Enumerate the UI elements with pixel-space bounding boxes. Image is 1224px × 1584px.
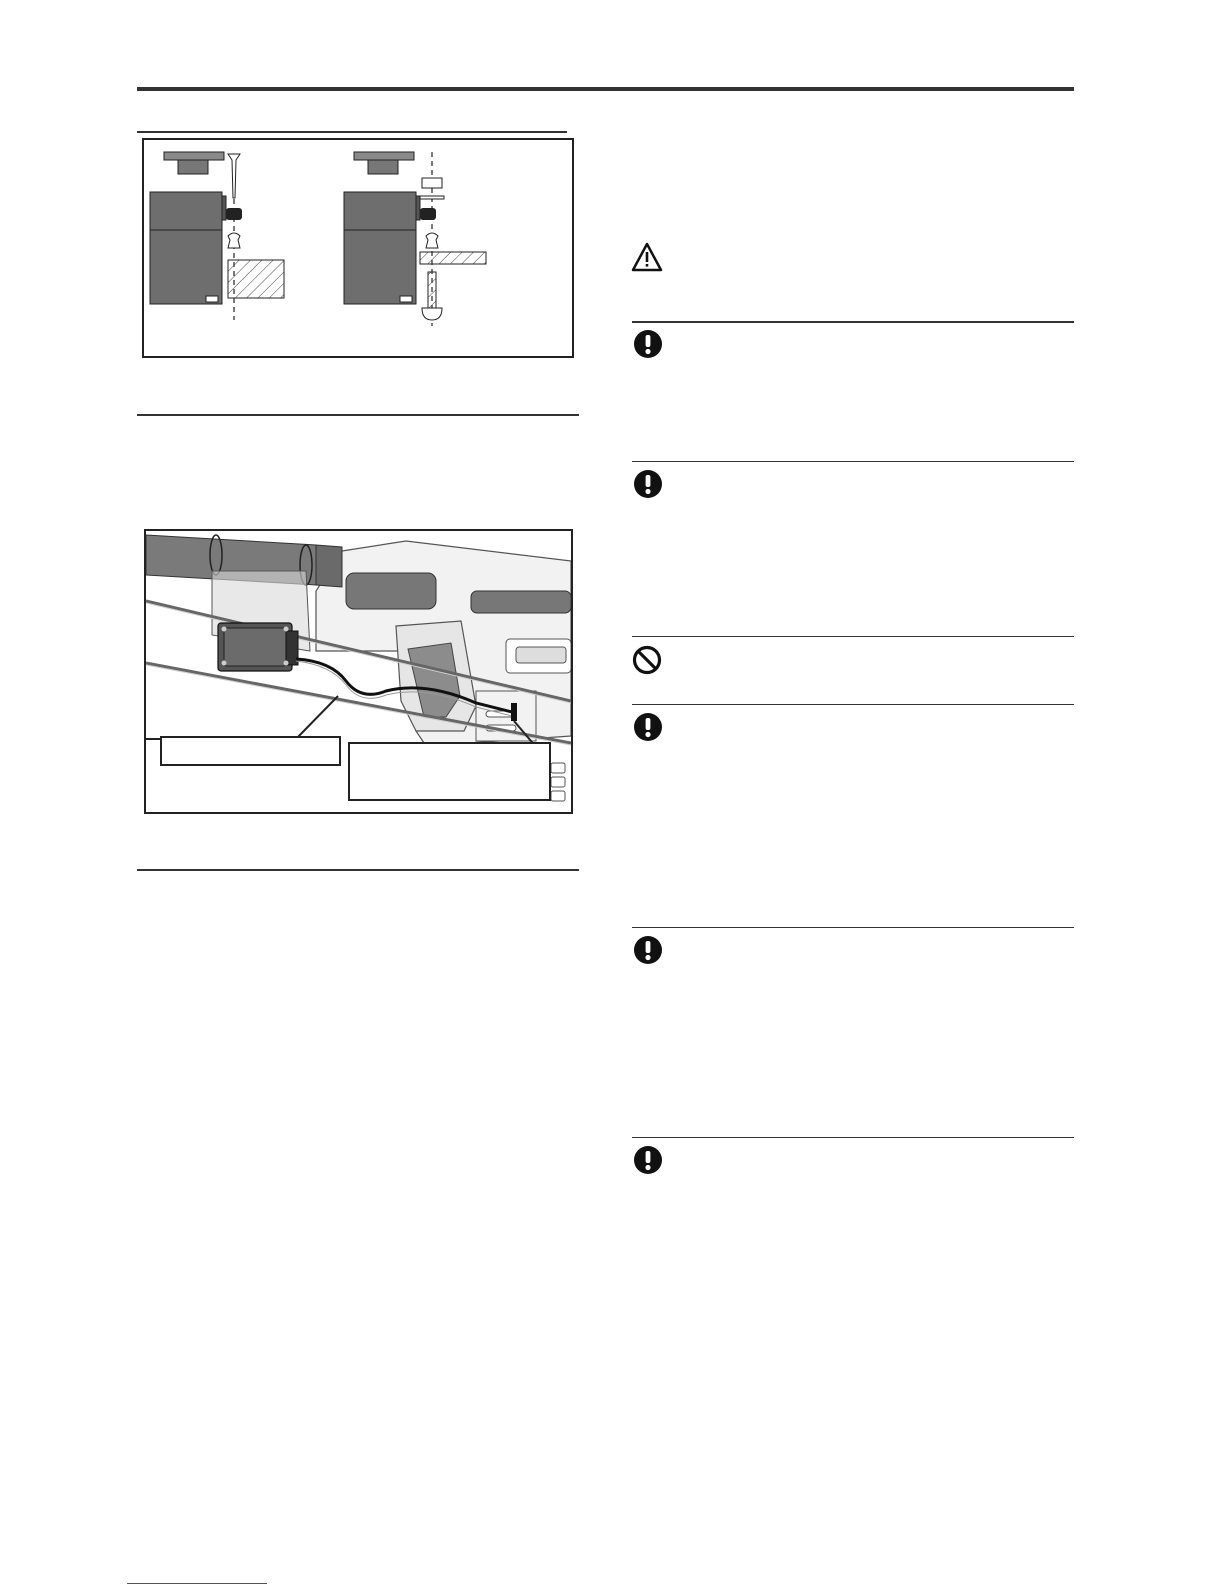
- notice-rule-5: [632, 927, 1074, 928]
- mandatory-icon: [632, 328, 664, 360]
- mandatory-icon: [632, 934, 664, 966]
- section-rule-2: [137, 414, 579, 416]
- mandatory-icon: [632, 711, 664, 743]
- section-rule-servo-mounting: [137, 131, 567, 133]
- mandatory-icon: [632, 1144, 664, 1176]
- servo-mounting-figure: [142, 138, 574, 358]
- notice-rule-2: [632, 461, 1074, 462]
- footer-link[interactable]: [127, 1565, 267, 1584]
- warning-icon: [631, 241, 663, 273]
- servo-left-view: [150, 152, 284, 320]
- notice-rule-3: [632, 636, 1074, 637]
- callout-right: [348, 742, 551, 801]
- header-rule: [137, 87, 1074, 91]
- servo-mounting-diagram: [144, 140, 572, 356]
- notice-rule-6: [632, 1137, 1074, 1138]
- section-rule-3: [137, 869, 579, 871]
- notice-rule-4: [632, 704, 1074, 705]
- servo-right-view: [344, 152, 486, 326]
- prohibition-icon: [631, 644, 663, 676]
- notice-rule-1: [632, 321, 1074, 323]
- callout-left: [160, 736, 341, 766]
- mandatory-icon: [632, 468, 664, 500]
